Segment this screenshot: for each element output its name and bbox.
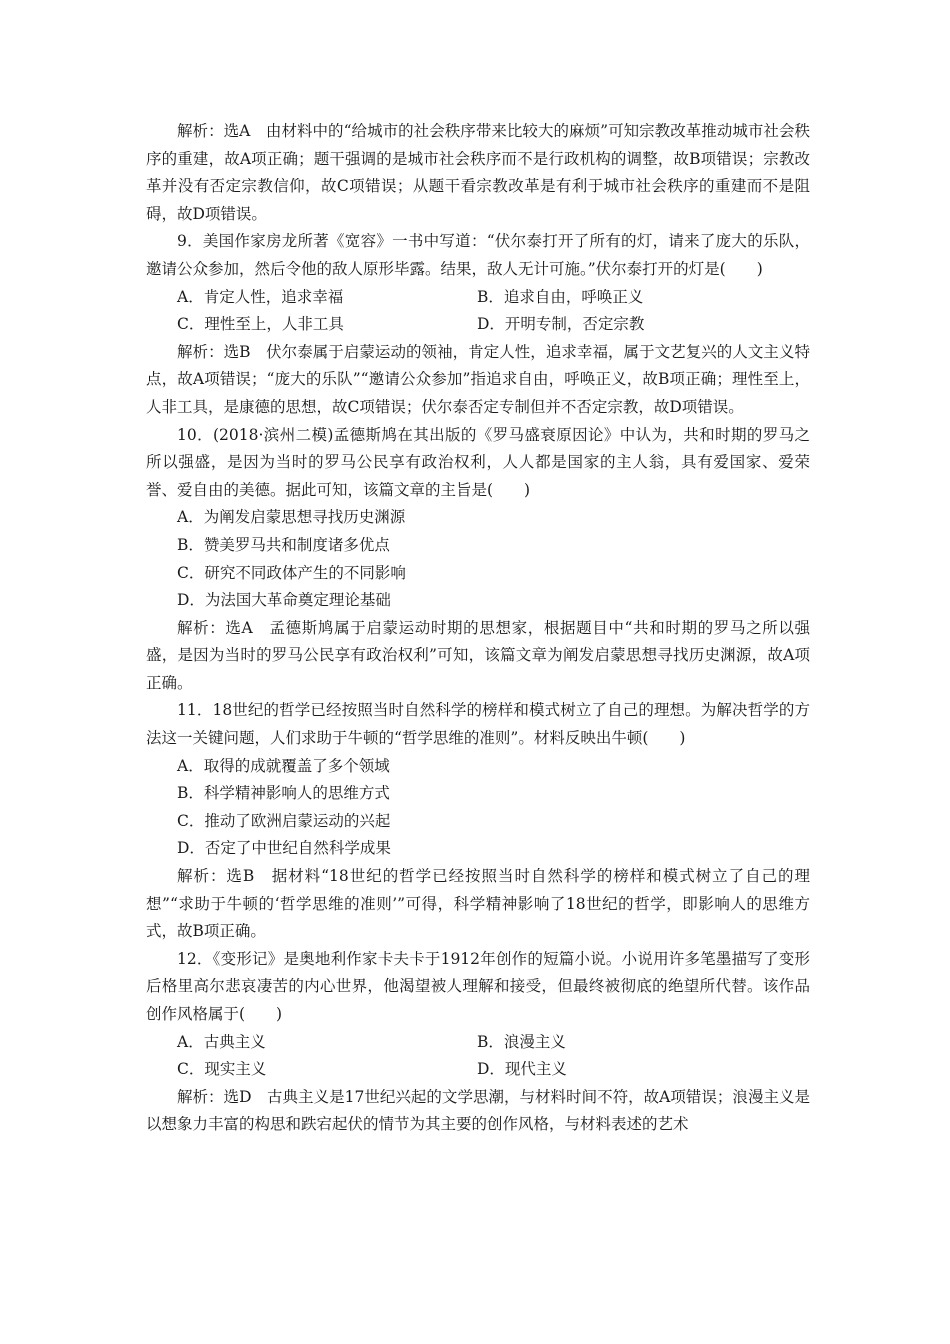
q12-options-row-2 xyxy=(146,1056,810,1084)
q12-option-c: C．现实主义 xyxy=(177,1060,267,1079)
q12-option-b: B．浪漫主义 xyxy=(477,1032,566,1051)
q12-options-row-1 xyxy=(146,1029,810,1057)
q9-option-c: C．理性至上，人非工具 xyxy=(177,315,344,334)
q9-option-d: D．开明专制，否定宗教 xyxy=(477,315,645,334)
q10-option-a: A．为阐发启蒙思想寻找历史渊源 xyxy=(177,508,406,527)
q12-analysis: 解析：选D 古典主义是17世纪兴起的文学思潮，与材料时间不符，故A项错误；浪漫主义是以想象力丰富的构思和跌宕起伏的情节为其主要的创作风格，与材料表述的艺术 xyxy=(146,1087,810,1134)
q10-stem: 10．(2018·滨州二模)孟德斯鸠在其出版的《罗马盛衰原因论》中认为，共和时期的罗马之所以强盛，是因为当时的罗马公民享有政治权利，人人都是国家的主人翁，具有爱国家、爱荣誉、爱自由的美德。据此可知，该篇文章的主旨是( ) xyxy=(146,425,810,499)
q9-options-row-1 xyxy=(146,284,810,312)
q10-analysis: 解析：选A 孟德斯鸠属于启蒙运动时期的思想家，根据题目中“共和时期的罗马之所以强盛，是因为当时的罗马公民享有政治权利”可知，该篇文章为阐发启蒙思想寻找历史渊源，故A项正确。 xyxy=(146,618,810,692)
q9-options-row-2 xyxy=(146,311,810,339)
q9-option-b: B．追求自由，呼唤正义 xyxy=(477,287,644,306)
q11-analysis: 解析：选B 据材料“18世纪的哲学已经按照当时自然科学的榜样和模式树立了自己的理想”“求助于牛顿的‘哲学思维的准则’”可得，科学精神影响了18世纪的哲学，即影响人的思维方式，故B项正确。 xyxy=(146,867,810,941)
q11-option-d: D．否定了中世纪自然科学成果 xyxy=(177,839,391,858)
q9-stem: 9．美国作家房龙所著《宽容》一书中写道：“伏尔泰打开了所有的灯，请来了庞大的乐队，邀请公众参加，然后令他的敌人原形毕露。结果，敌人无计可施。”伏尔泰打开的灯是( ) xyxy=(146,232,810,278)
q9-option-a: A．肯定人性，追求幸福 xyxy=(177,287,344,306)
q10-option-c: C．研究不同政体产生的不同影响 xyxy=(177,563,406,582)
q9-analysis: 解析：选B 伏尔泰属于启蒙运动的领袖，肯定人性，追求幸福，属于文艺复兴的人文主义特点，故A项错误；“庞大的乐队”“邀请公众参加”指追求自由，呼唤正义，故B项正确；理性至上，人非工具，是康德的思想，故C项错误；伏尔泰否定专制但并不否定宗教，故D项错误。 xyxy=(146,342,810,416)
document-page xyxy=(146,118,810,1139)
q11-option-a: A．取得的成就覆盖了多个领域 xyxy=(177,756,390,775)
q8-analysis: 解析：选A 由材料中的“给城市的社会秩序带来比较大的麻烦”可知宗教改革推动城市社会秩序的重建，故A项正确；题干强调的是城市社会秩序而不是行政机构的调整，故B项错误；宗教改革并没有否定宗教信仰，故C项错误；从题干看宗教改革是有利于城市社会秩序的重建而不是阻碍，故D项错误。 xyxy=(146,122,810,223)
q11-option-c: C．推动了欧洲启蒙运动的兴起 xyxy=(177,811,391,830)
q12-option-d: D．现代主义 xyxy=(477,1060,567,1079)
q11-stem: 11．18世纪的哲学已经按照当时自然科学的榜样和模式树立了自己的理想。为解决哲学的方法这一关键问题，人们求助于牛顿的“哲学思维的准则”。材料反映出牛顿( ) xyxy=(146,701,810,748)
q10-option-d: D．为法国大革命奠定理论基础 xyxy=(177,591,391,610)
q11-option-b: B．科学精神影响人的思维方式 xyxy=(177,784,390,803)
q12-option-a: A．古典主义 xyxy=(177,1032,266,1051)
q10-option-b: B．赞美罗马共和制度诸多优点 xyxy=(177,535,390,554)
q12-stem: 12．《变形记》是奥地利作家卡夫卡于1912年创作的短篇小说。小说用许多笔墨描写了变形后格里高尔悲哀凄苦的内心世界，他渴望被人理解和接受，但最终被彻底的绝望所代替。该作品创作风格属于( ) xyxy=(146,949,810,1023)
